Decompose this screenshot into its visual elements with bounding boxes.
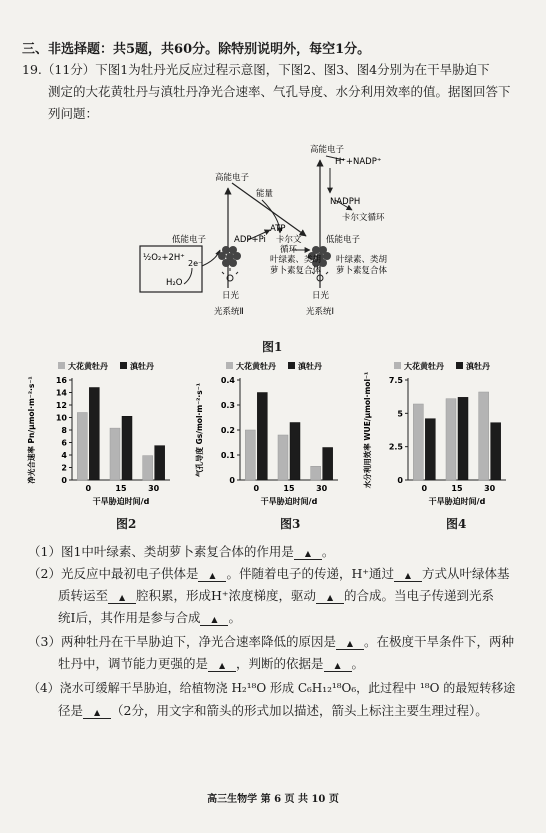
subquestion-3-line-1: （3）两种牡丹在干旱胁迫下，净光合速率降低的原因是 ▲ 。在极度干旱条件下，两种 <box>28 634 514 649</box>
legend-swatch-s1 <box>394 362 401 369</box>
svg-text:高能电子: 高能电子 <box>215 173 250 183</box>
svg-text:卡尔文循环: 卡尔文循环 <box>342 213 385 223</box>
svg-text:ATP: ATP <box>270 224 286 234</box>
intro-line-1: 下图1为牡丹光反应过程示意图，下图2、图3、图4分别为在干旱胁迫下 <box>95 62 490 77</box>
answer-blank[interactable]: ▲ <box>198 571 226 582</box>
figure-1-diagram <box>130 138 430 348</box>
legend-swatch-s1 <box>226 362 233 369</box>
legend-label-s1: 大花黄牡丹 <box>68 362 108 371</box>
svg-text:光系统Ⅰ: 光系统Ⅰ <box>306 307 335 317</box>
y-axis-label: 气孔导度 Gs/mol·m⁻²·s⁻¹ <box>195 383 204 477</box>
bar-s2 <box>257 393 267 481</box>
bar-s2 <box>155 446 165 480</box>
y-tick-label: 16 <box>55 376 67 385</box>
bar-s1 <box>446 399 456 480</box>
svg-text:低能电子: 低能电子 <box>326 235 361 245</box>
y-tick-label: 0 <box>397 476 403 485</box>
x-axis-label: 干旱胁迫时间/d <box>260 497 318 506</box>
y-tick-label: 0.3 <box>220 401 235 410</box>
bar-s2 <box>290 423 300 481</box>
x-axis-label: 干旱胁迫时间/d <box>92 497 150 506</box>
y-tick-label: 0.4 <box>220 376 235 385</box>
legend-swatch-s2 <box>120 362 127 369</box>
svg-text:卡尔文: 卡尔文 <box>276 235 302 245</box>
y-tick-label: 10 <box>55 413 67 423</box>
y-tick-label: 2 <box>61 463 67 473</box>
bar-s1 <box>479 392 489 480</box>
x-tick-label: 0 <box>421 484 428 493</box>
sun-icon-left <box>222 268 238 281</box>
subquestion-2-line-1: （2）光反应中最初电子供体是 ▲ 。伴随着电子的传递，H⁺通过 ▲ 方式从叶绿体基 <box>28 566 510 581</box>
intro-line-2: 测定的大花黄牡丹与滇牡丹净光合速率、气孔导度、水分利用效率的值。据图回答下 <box>48 84 511 99</box>
page-footer: 高三生物学 第 6 页 共 10 页 <box>207 794 339 805</box>
legend-label-s1: 大花黄牡丹 <box>236 362 276 371</box>
svg-text:低能电子: 低能电子 <box>172 235 207 245</box>
svg-text:日光: 日光 <box>222 291 240 301</box>
subquestion-2-line-2: 质转运至 ▲ 腔积累，形成H⁺浓度梯度，驱动 ▲ 的合成。当电子传递到光系 <box>58 588 495 603</box>
label-high-e-top: 高能电子 <box>310 145 345 155</box>
x-tick-label: 15 <box>115 484 127 493</box>
subquestion-4-line-1: （4）浇水可缓解干旱胁迫，给植物浇 H₂¹⁸O 形成 C₆H₁₂¹⁸O₆，此过程中 ¹⁸O 的最短转移途 <box>28 681 516 695</box>
y-axis-label: 水分利用效率 WUE/μmol·mol⁻¹ <box>363 371 372 489</box>
legend-swatch-s1 <box>58 362 65 369</box>
answer-blank[interactable]: ▲ <box>316 593 344 604</box>
svg-text:ADP+Pi: ADP+Pi <box>234 235 266 245</box>
ps2-pigment-complex <box>218 246 241 267</box>
figure-4-caption: 图4 <box>446 517 467 531</box>
subquestion-2-line-3: 统Ⅰ后，其作用是参与合成 ▲ 。 <box>58 610 241 625</box>
svg-text:H⁺+NADP⁺: H⁺+NADP⁺ <box>335 157 382 167</box>
question-number: 19.（11分） <box>22 62 96 77</box>
y-tick-label: 2.5 <box>388 442 403 452</box>
svg-text:叶绿素、类胡: 叶绿素、类胡 <box>270 255 322 265</box>
answer-blank[interactable]: ▲ <box>200 615 228 626</box>
x-tick-label: 0 <box>253 484 260 493</box>
y-tick-label: 12 <box>55 401 67 410</box>
bar-s2 <box>323 448 333 481</box>
x-tick-label: 30 <box>148 484 160 493</box>
subquestion-3-line-2: 牡丹中，调节能力更强的是 ▲ ，判断的依据是 ▲ 。 <box>58 656 365 671</box>
x-tick-label: 30 <box>484 484 496 493</box>
answer-blank[interactable]: ▲ <box>394 571 422 582</box>
answer-blank[interactable]: ▲ <box>324 661 352 672</box>
y-tick-label: 5 <box>397 409 403 419</box>
charts-figure-2-4 <box>20 358 530 533</box>
y-tick-label: 7.5 <box>388 376 403 385</box>
bar-s1 <box>278 435 288 480</box>
answer-blank[interactable]: ▲ <box>83 708 111 719</box>
legend-swatch-s2 <box>456 362 463 369</box>
answer-blank[interactable]: ▲ <box>108 593 136 604</box>
x-tick-label: 15 <box>451 484 463 493</box>
svg-text:2e⁻: 2e⁻ <box>188 259 203 268</box>
svg-text:叶绿素、类胡: 叶绿素、类胡 <box>336 255 388 265</box>
section-title: 三、非选择题：共5题，共60分。除特别说明外，每空1分。 <box>22 42 371 57</box>
y-tick-label: 0 <box>61 476 67 485</box>
bar-s1 <box>245 430 255 480</box>
legend-label-s2: 滇牡丹 <box>466 362 490 371</box>
bar-s1 <box>143 456 153 480</box>
bar-s1 <box>311 466 321 480</box>
y-tick-label: 4 <box>61 451 67 460</box>
svg-text:能量: 能量 <box>256 189 274 199</box>
subquestion-1: （1）图1中叶绿素、类胡萝卜素复合体的作用是 ▲ 。 <box>28 544 335 559</box>
question-19-line-1 <box>22 62 490 78</box>
bar-s2 <box>491 423 501 480</box>
legend-swatch-s2 <box>288 362 295 369</box>
y-tick-label: 0 <box>229 476 235 485</box>
intro-line-3: 列问题： <box>48 106 99 121</box>
y-tick-label: 8 <box>61 426 67 435</box>
bar-s2 <box>122 416 132 480</box>
figure-3-caption: 图3 <box>280 517 301 531</box>
svg-text:H₂O: H₂O <box>166 278 183 288</box>
figure-2-caption: 图2 <box>116 517 137 531</box>
svg-text:光系统Ⅱ: 光系统Ⅱ <box>214 307 244 317</box>
figure-1-caption: 图1 <box>262 340 283 354</box>
x-axis-label: 干旱胁迫时间/d <box>428 497 486 506</box>
y-tick-label: 0.2 <box>220 426 235 435</box>
legend-label-s2: 滇牡丹 <box>130 362 154 371</box>
legend-label-s2: 滇牡丹 <box>298 362 322 371</box>
y-tick-label: 6 <box>61 438 67 448</box>
bar-s1 <box>110 428 120 480</box>
svg-text:½O₂+2H⁺: ½O₂+2H⁺ <box>143 253 185 263</box>
bar-s2 <box>89 388 99 481</box>
y-tick-label: 14 <box>55 388 67 398</box>
legend-label-s1: 大花黄牡丹 <box>404 362 444 371</box>
x-tick-label: 30 <box>316 484 328 493</box>
y-tick-label: 0.1 <box>220 451 235 460</box>
svg-text:萝卜素复合体: 萝卜素复合体 <box>270 266 322 276</box>
bar-s2 <box>425 419 435 480</box>
x-tick-label: 0 <box>85 484 92 493</box>
svg-text:日光: 日光 <box>312 291 330 301</box>
bar-s1 <box>77 413 87 481</box>
y-axis-label: 净光合速率 Pn/μmol·m⁻²·s⁻¹ <box>27 376 36 484</box>
bar-s2 <box>458 397 468 480</box>
svg-text:循环: 循环 <box>280 245 298 255</box>
svg-text:萝卜素复合体: 萝卜素复合体 <box>336 266 388 276</box>
answer-blank[interactable]: ▲ <box>208 661 236 672</box>
subquestion-4-line-2: 径是 ▲ （2分，用文字和箭头的形式加以描述，箭头上标注主要生理过程）。 <box>58 703 488 718</box>
answer-blank[interactable]: ▲ <box>294 549 322 560</box>
svg-text:NADPH: NADPH <box>330 197 361 207</box>
bar-s1 <box>413 404 423 480</box>
x-tick-label: 15 <box>283 484 295 493</box>
answer-blank[interactable]: ▲ <box>336 639 364 650</box>
